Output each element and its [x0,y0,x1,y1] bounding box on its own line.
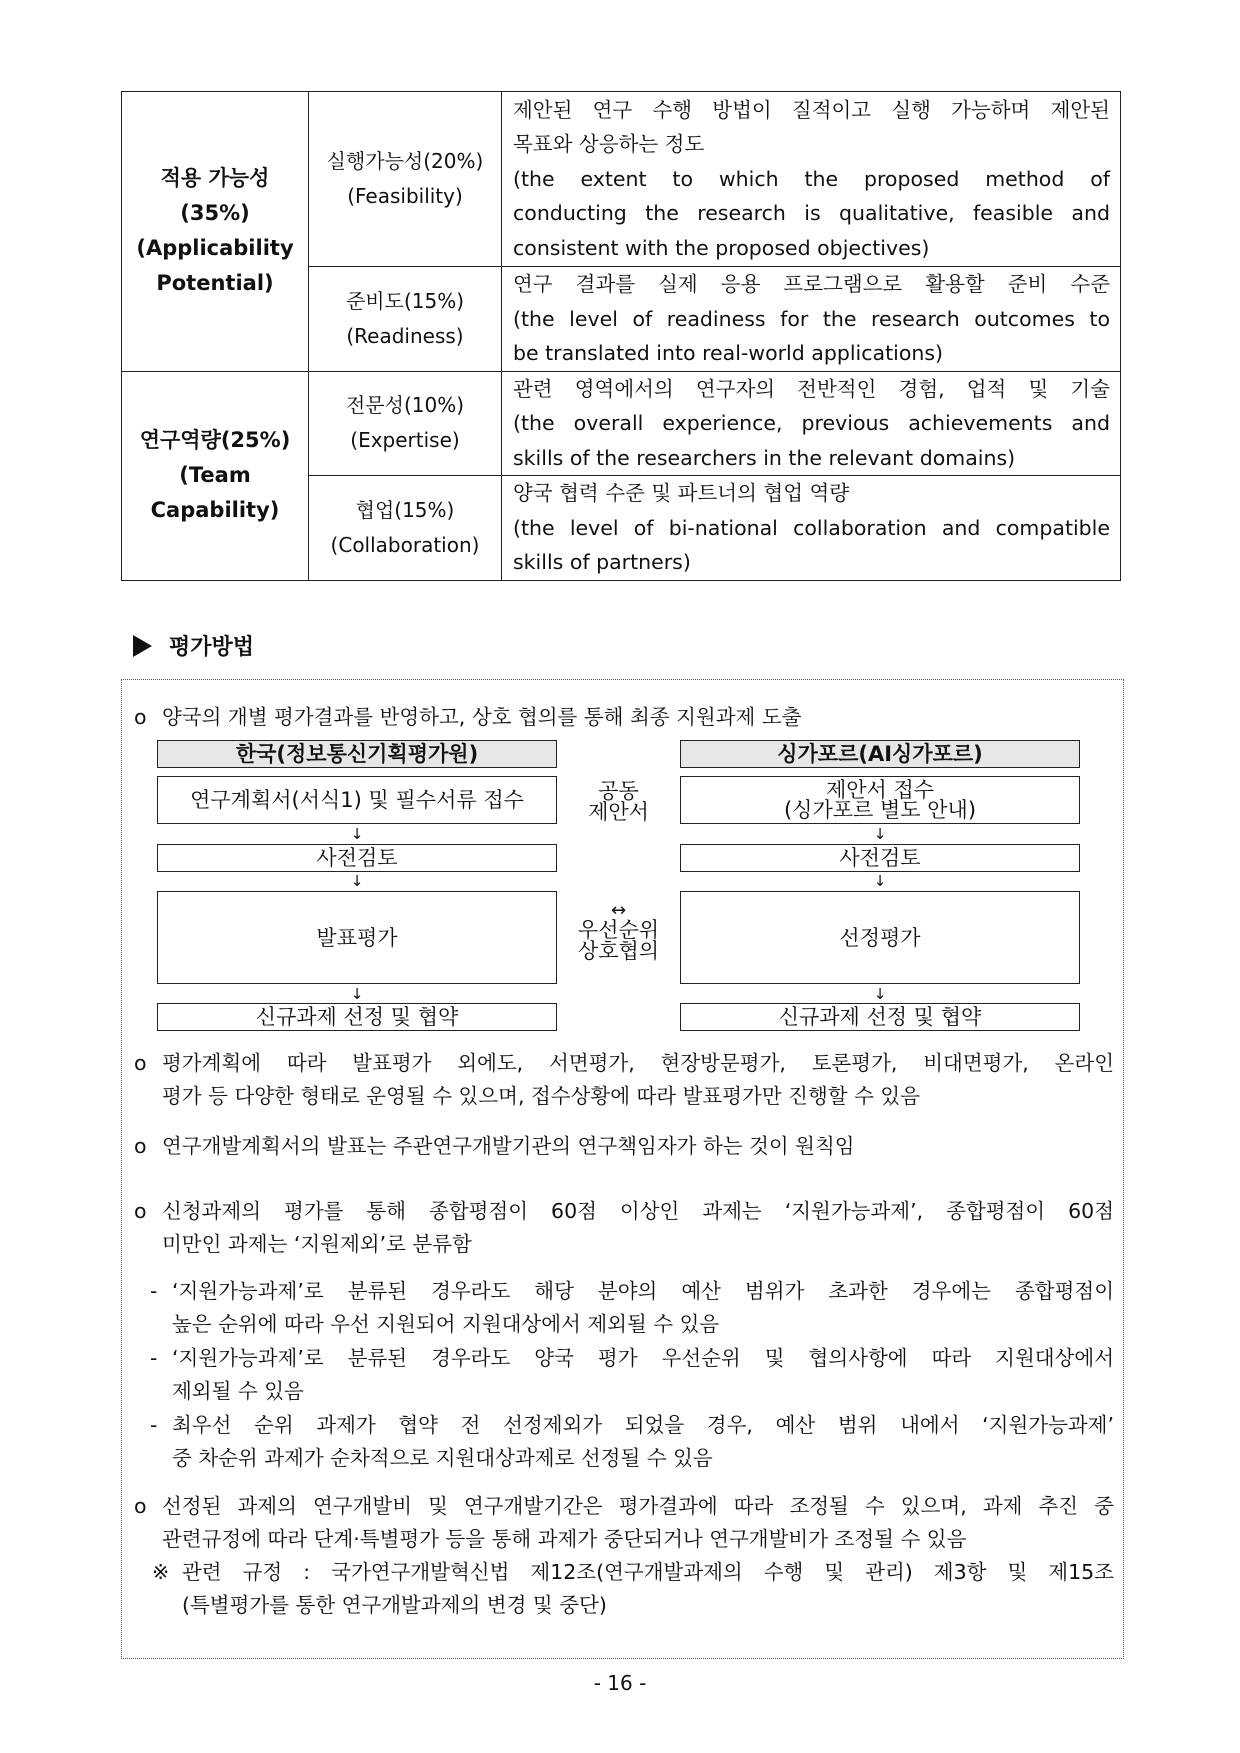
sub-label-en: (Expertise) [350,428,460,453]
singapore-step-submission [680,776,1080,824]
sub-label: 협업(15%) [355,497,455,522]
section-title: 평가방법 [169,635,255,660]
singapore-step-precheck: 사전검토 [680,844,1080,872]
sub-label-en: (Collaboration) [330,532,480,557]
intro-paragraph [134,701,1114,734]
category-en: (Team [179,463,251,487]
priority-consultation-label [567,902,670,962]
sub-label-en: (Feasibility) [347,184,463,208]
para-line: ‘지원가능과제’로 분류된 경우라도 해당 분야의 예산 범위가 초과한 경우에는 종합평점이 [172,1279,1114,1303]
para-line: 높은 순위에 따라 우선 지원되어 지원대상에서 제외될 수 있음 [172,1312,720,1336]
desc-line: (the level of bi-national collaboration and compatible [513,515,1110,540]
note-marker: ※ [152,1560,170,1584]
joint-label-line: 공동 [598,779,639,803]
paragraph-regulation-note [152,1556,1114,1622]
category-label: 연구역량(25%) [139,428,291,452]
desc-line: conducting the research is qualitative, feasible and [513,201,1110,226]
para-line: (특별평가를 통한 연구개발과제의 변경 및 중단) [182,1593,607,1617]
category-applicability [122,92,309,372]
korea-step-presentation-eval: 발표평가 [157,891,557,984]
desc-line: 제안된 연구 수행 방법이 질적이고 실행 가능하며 제안된 [513,97,1110,122]
para-line: 신청과제의 평가를 통해 종합평점이 60점 이상인 과제는 ‘지원가능과제’, 종합평점이 60점 [162,1199,1114,1223]
para-line: 최우선 순위 과제가 협약 전 선정제외가 되었을 경우, 예산 범위 내에서 ‘지원가능과제’ [172,1413,1114,1437]
category-team-capability [122,371,309,580]
criteria-table [121,91,1121,581]
desc-line: 연구 결과를 실제 응용 프로그램으로 활용할 준비 수준 [513,272,1110,296]
korea-step-precheck: 사전검토 [157,844,557,872]
paragraph-presenter [134,1130,1114,1163]
category-weight: (35%) [180,201,250,226]
para-line: 제외될 수 있음 [172,1379,304,1403]
table-row [122,92,1121,267]
desc-line: (the extent to which the proposed method of [513,166,1110,191]
desc-line: 양국 협력 수준 및 파트너의 협업 역량 [513,481,850,505]
sub-criterion-feasibility [309,92,502,267]
desc-line: consistent with the proposed objectives) [513,235,930,260]
table-row [122,371,1121,476]
sub-criterion-readiness [309,267,502,372]
desc-line: 목표와 상응하는 정도 [513,132,705,157]
paragraph-priority-exclusion [150,1342,1114,1408]
dash-marker: - [150,1279,158,1303]
paragraph-next-priority [150,1409,1114,1475]
paragraph-score-threshold [134,1195,1114,1261]
bullet-marker: o [134,1134,147,1158]
desc-line: skills of partners) [513,550,691,574]
sub-criterion-collaboration [309,476,502,581]
joint-proposal-label [567,781,670,823]
singapore-header: 싱가포르(AI싱가포르) [680,740,1080,768]
criterion-description [502,476,1121,581]
dash-marker: - [150,1413,158,1437]
page-number: - 16 - [593,1671,647,1695]
bullet-marker: o [134,705,147,729]
joint-label-line: 제안서 [588,800,649,824]
category-label: 적용 가능성 [160,166,270,191]
singapore-step-selection-eval: 선정평가 [680,891,1080,984]
category-en: (Applicability [136,236,294,261]
desc-line: (the level of readiness for the research outcomes to [513,306,1110,331]
para-line: 연구개발계획서의 발표는 주관연구개발기관의 연구책임자가 하는 것이 원칙임 [162,1134,855,1158]
category-en: Capability) [150,498,280,522]
category-en: Potential) [156,271,274,296]
paragraph-eval-forms [134,1047,1114,1113]
triangle-bullet-icon [133,635,152,657]
priority-label-line: 우선순위 [577,918,660,942]
intro-text: 양국의 개별 평가결과를 반영하고, 상호 협의를 통해 최종 지원과제 도출 [162,705,802,729]
dash-marker: - [150,1346,158,1370]
down-arrow-icon: ↓ [350,985,364,1003]
korea-step-final: 신규과제 선정 및 협약 [157,1003,557,1031]
sub-label: 준비도(15%) [345,288,465,313]
desc-line: 관련 영역에서의 연구자의 전반적인 경험, 업적 및 기술 [513,376,1110,401]
priority-label-line: 상호협의 [577,939,660,963]
paragraph-budget-exceed [150,1275,1114,1341]
bullet-marker: o [134,1199,147,1223]
down-arrow-icon: ↓ [873,985,887,1003]
desc-line: (the overall experience, previous achievements and [513,411,1110,435]
sub-label: 실행가능성(20%) [326,149,484,173]
korea-step-submission: 연구계획서(서식1) 및 필수서류 접수 [157,776,557,824]
exchange-arrow-icon: ↔ [610,900,627,921]
para-line: 관련규정에 따라 단계·특별평가 등을 통해 과제가 중단되거나 연구개발비가 조정될 수 있음 [162,1527,967,1551]
singapore-step-final: 신규과제 선정 및 협약 [680,1003,1080,1031]
down-arrow-icon: ↓ [350,825,364,843]
criterion-description [502,371,1121,476]
criterion-description [502,267,1121,372]
step-label: 제안서 접수 [825,778,935,802]
down-arrow-icon: ↓ [350,872,364,890]
para-line: ‘지원가능과제’로 분류된 경우라도 양국 평가 우선순위 및 협의사항에 따라 지원대상에서 [172,1346,1114,1370]
korea-header: 한국(정보통신기획평가원) [157,740,557,768]
para-line: 중 차순위 과제가 순차적으로 지원대상과제로 선정될 수 있음 [172,1446,713,1470]
para-line: 관련 규정 : 국가연구개발혁신법 제12조(연구개발과제의 수행 및 관리) 제3항 및 제15조 [182,1560,1114,1584]
para-line: 선정된 과제의 연구개발비 및 연구개발기간은 평가결과에 따라 조정될 수 있으며, 과제 추진 중 [162,1494,1114,1518]
sub-label-en: (Readiness) [346,323,464,348]
paragraph-budget-adjust [134,1490,1114,1556]
step-label: (싱가포르 별도 안내) [783,798,977,822]
section-heading [133,630,254,661]
evaluation-method-box [121,679,1124,1659]
desc-line: be translated into real-world applications) [513,341,944,365]
para-line: 미만인 과제는 ‘지원제외’로 분류함 [162,1232,472,1256]
sub-criterion-expertise [309,371,502,476]
desc-line: skills of the researchers in the relevant domains) [513,445,1016,470]
para-line: 평가 등 다양한 형태로 운영될 수 있으며, 접수상황에 따라 발표평가만 진행할 수 있음 [162,1084,921,1108]
bullet-marker: o [134,1051,147,1075]
bullet-marker: o [134,1494,147,1518]
down-arrow-icon: ↓ [873,872,887,890]
para-line: 평가계획에 따라 발표평가 외에도, 서면평가, 현장방문평가, 토론평가, 비대면평가, 온라인 [162,1051,1114,1075]
criterion-description [502,92,1121,267]
down-arrow-icon: ↓ [873,825,887,843]
sub-label: 전문성(10%) [345,393,465,418]
